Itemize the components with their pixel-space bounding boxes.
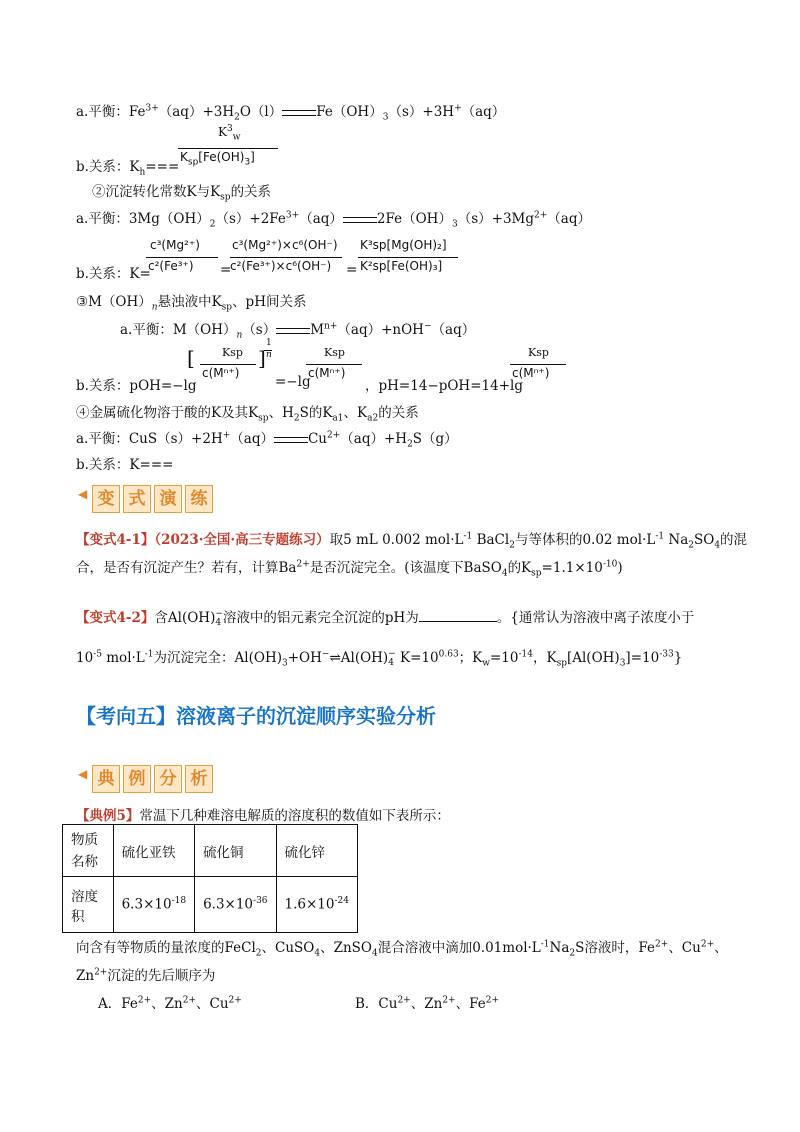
sub: 2 xyxy=(688,540,694,551)
text: ，K xyxy=(532,650,557,666)
text: 是否沉淀完全。(该温度下BaSO xyxy=(309,560,502,576)
table-header-cell: 物质名称 xyxy=(63,825,114,877)
sup: 3+ xyxy=(145,103,159,114)
sub: sp xyxy=(221,302,233,313)
option-label: A． xyxy=(98,996,122,1012)
answer-blank[interactable] xyxy=(419,607,497,622)
text: =10 xyxy=(489,650,519,666)
text: （s）+2Fe xyxy=(215,211,286,227)
text: 含Al(OH) xyxy=(154,610,216,626)
sup: -18 xyxy=(171,896,187,907)
text: S的K xyxy=(299,405,333,421)
text: 6.3×10 xyxy=(203,896,254,913)
sub: sp xyxy=(531,568,542,579)
bracket-left: [ xyxy=(187,346,195,370)
text: +OH xyxy=(287,650,322,666)
text: （aq） xyxy=(547,211,591,227)
text: 、Zn xyxy=(151,996,183,1012)
sub: 3 xyxy=(244,157,251,168)
question-tag: 【变式4-2】 xyxy=(76,610,155,626)
banner-char: 演 xyxy=(154,485,182,513)
text: ]=10 xyxy=(625,650,660,666)
question-4-1-line1 xyxy=(76,528,747,551)
banner-char: 式 xyxy=(123,485,151,513)
banner-char: 分 xyxy=(154,765,182,793)
question-tag: 【变式4-1】 xyxy=(76,532,155,548)
text: 、ZnSO xyxy=(320,940,372,956)
table-cell xyxy=(276,877,357,933)
question-4-1-line2 xyxy=(76,556,623,579)
text: 的关系 xyxy=(230,184,272,200)
text: ，pH=14−pOH=14+lg xyxy=(365,378,523,394)
exponent-num: 1 xyxy=(266,338,272,348)
text: S（g） xyxy=(412,431,458,447)
text: （s） xyxy=(242,322,277,338)
line-subheading-2 xyxy=(92,180,271,203)
text: ；K xyxy=(458,650,483,666)
text: 、Cu xyxy=(196,996,229,1012)
fraction3-denominator: K²sp[Fe(OH)₃] xyxy=(360,259,443,273)
text: BaCl xyxy=(472,532,510,548)
sup: -10 xyxy=(602,559,618,570)
sup: 2+ xyxy=(137,995,152,1006)
text: K=10 xyxy=(395,650,439,666)
text: Na xyxy=(664,532,689,548)
fraction-bar xyxy=(306,364,362,365)
text: 、K xyxy=(343,405,368,421)
text: ⇌Al(OH) xyxy=(329,650,389,666)
text: ④金属硫化物溶于酸的K及其K xyxy=(76,405,259,421)
sup: -1 xyxy=(463,531,473,542)
sub: 4 xyxy=(501,568,508,579)
text: [Fe(OH) xyxy=(198,150,245,164)
sub: 3 xyxy=(619,658,626,669)
text: 合，是否有沉淀产生？若有，计算Ba xyxy=(76,560,297,576)
option-a[interactable] xyxy=(98,992,242,1012)
table-cell xyxy=(113,877,194,933)
sub: 3 xyxy=(282,658,288,669)
text: 为沉淀完全：Al(OH) xyxy=(153,650,282,666)
table-header-cell: 硫化亚铁 xyxy=(113,825,194,877)
text: ③M（OH） xyxy=(76,294,152,310)
sup: -1 xyxy=(540,939,550,950)
line-balance-3 xyxy=(120,318,475,341)
text: 、CuSO xyxy=(261,940,315,956)
text: a.平衡：3Mg（OH） xyxy=(76,211,210,227)
sup: 2+ xyxy=(397,995,411,1006)
text: （s）+3Mg xyxy=(457,211,534,227)
section-heading: 【考向五】溶液离子的沉淀顺序实验分析 xyxy=(76,704,436,728)
fraction1-numerator: Ksp xyxy=(222,346,243,359)
text: b.关系：K xyxy=(76,159,140,175)
banner-variant-practice xyxy=(78,485,216,513)
text: （aq） xyxy=(461,104,506,120)
text: Cu xyxy=(307,431,327,447)
example-5-body-line2 xyxy=(76,964,215,984)
text: Cu xyxy=(378,996,398,1012)
sub: 4 xyxy=(215,617,222,628)
text: 的K xyxy=(507,560,532,576)
sub: 3 xyxy=(451,219,458,230)
sub: 2 xyxy=(407,439,413,450)
text: 、Cu xyxy=(668,940,701,956)
question-source: （2023·全国·高三专题练习） xyxy=(154,532,330,548)
text: 的关系 xyxy=(378,405,419,421)
text: a.平衡：CuS（s）+2H xyxy=(76,431,223,447)
text: K xyxy=(180,150,188,164)
sub: n xyxy=(236,330,243,341)
sub: w xyxy=(232,132,241,143)
banner-char: 变 xyxy=(92,485,120,513)
sup: 2+ xyxy=(700,939,715,950)
text: （aq）+H xyxy=(340,431,408,447)
line-relation-poh xyxy=(76,374,197,394)
banner-char: 析 xyxy=(185,765,213,793)
text: 、Zn xyxy=(410,996,443,1012)
fraction-bar xyxy=(358,257,458,258)
sup: 2+ xyxy=(182,995,197,1006)
line-subheading-4 xyxy=(76,401,419,424)
text: Na xyxy=(549,940,570,956)
question-4-2-line2 xyxy=(76,646,682,669)
fraction2-denominator: c(Mⁿ⁺) xyxy=(308,366,346,380)
equals: = xyxy=(346,262,358,278)
sup: -24 xyxy=(334,896,349,907)
text: ] xyxy=(250,150,255,164)
sup: 2+ xyxy=(485,995,499,1006)
equilibrium-arrow-icon xyxy=(276,326,310,336)
fraction2-numerator: Ksp xyxy=(324,346,345,359)
text: 2Fe（OH） xyxy=(376,211,452,227)
line-subheading-3 xyxy=(76,290,306,313)
sup: 2+ xyxy=(534,210,548,221)
banner-char: 练 xyxy=(185,485,213,513)
fraction3-numerator: Ksp xyxy=(528,346,549,359)
text: 、Fe xyxy=(455,996,486,1012)
exponent-den: n xyxy=(266,350,272,360)
text: 、H xyxy=(268,405,294,421)
equilibrium-arrow-icon xyxy=(343,215,377,225)
text: （s）+3H xyxy=(388,104,455,120)
sup: 2+ xyxy=(94,967,108,978)
line-relation-k-sulfide: b.关系：K=== xyxy=(76,457,174,473)
text: O（l） xyxy=(239,104,283,120)
text: 与等体积的0.02 mol·L xyxy=(514,532,656,548)
equilibrium-arrow-icon xyxy=(282,108,316,118)
text: 6.3×10 xyxy=(121,896,172,913)
fraction1-denominator: c(Mⁿ⁺) xyxy=(202,366,240,380)
text: 溶液中的铝元素完全沉淀的pH为 xyxy=(222,610,419,626)
sub: 2 xyxy=(293,413,300,424)
text: [Al(OH) xyxy=(566,650,620,666)
fraction1-denominator: c²(Fe³⁺) xyxy=(148,259,194,273)
sup: -1 xyxy=(144,649,154,660)
text: === xyxy=(145,159,180,175)
text: 的混 xyxy=(720,532,748,548)
sub: 2 xyxy=(509,540,515,551)
sub: 4 xyxy=(371,948,378,959)
line-balance-2 xyxy=(76,207,591,230)
sup: -5 xyxy=(93,649,102,660)
line-relation-k xyxy=(76,262,151,282)
sub: 4 xyxy=(714,540,721,551)
text: Zn xyxy=(76,968,95,984)
sub: 2 xyxy=(209,219,216,230)
line-relation-kh xyxy=(76,155,179,178)
sup: 2+ xyxy=(655,939,669,950)
sup: 2+ xyxy=(442,995,456,1006)
text: a.平衡：Fe xyxy=(76,104,146,120)
sub: h xyxy=(139,167,146,178)
text: 10 xyxy=(76,650,94,666)
text: 、pH间关系 xyxy=(232,294,307,310)
text: } xyxy=(673,650,683,666)
text: =1.1×10 xyxy=(541,560,603,576)
text: （aq） xyxy=(230,431,274,447)
sub: 4 xyxy=(314,948,321,959)
sup: 3+ xyxy=(285,210,300,221)
fraction3-denominator: c(Mⁿ⁺) xyxy=(512,366,550,380)
sub: sp xyxy=(258,413,269,424)
example-tag: 【典例5】 xyxy=(76,808,140,824)
text: 、 xyxy=(714,940,728,956)
question-4-2-line1 xyxy=(76,606,694,628)
speaker-icon: ◀ xyxy=(78,767,88,781)
equilibrium-arrow-icon xyxy=(274,435,308,445)
line-balance-1 xyxy=(76,100,505,123)
sup: 0.63 xyxy=(438,649,459,660)
bracket-right: ] xyxy=(258,346,266,370)
sub: 2 xyxy=(234,112,240,123)
sub: 2 xyxy=(255,948,262,959)
table-header-row xyxy=(63,825,358,877)
fraction-bar xyxy=(230,257,342,258)
example-5-body-line1 xyxy=(76,936,728,959)
fraction-bar xyxy=(146,257,218,258)
sub: a1 xyxy=(332,413,344,424)
fraction2-numerator: c³(Mg²⁺)×c⁶(OH⁻) xyxy=(232,238,338,252)
sub: sp xyxy=(556,658,567,669)
text: （aq）+3H xyxy=(158,104,235,120)
text: mol·L xyxy=(101,650,145,666)
example-5-intro xyxy=(76,804,450,824)
text: （aq） xyxy=(431,322,476,338)
text: 取5 mL 0.002 mol·L xyxy=(329,532,464,548)
sub: 4 xyxy=(388,657,394,668)
sup: − xyxy=(423,321,432,332)
text: 1.6×10 xyxy=(284,896,335,913)
sup: 2+ xyxy=(296,559,310,570)
fraction1-numerator: c³(Mg²⁺) xyxy=(150,238,200,252)
text: Fe（OH） xyxy=(316,104,383,120)
sup: -1 xyxy=(655,531,665,542)
fraction3-numerator: K³sp[Mg(OH)₂] xyxy=(360,238,447,252)
line-balance-4 xyxy=(76,427,458,450)
fraction-bar xyxy=(510,364,566,365)
text: =−lg xyxy=(275,374,311,390)
banner-example-analysis xyxy=(78,765,216,793)
text: （aq） xyxy=(299,211,343,227)
text: 悬浊液中K xyxy=(157,294,222,310)
text: b.关系：K= xyxy=(76,266,151,282)
text: ②沉淀转化常数K与K xyxy=(92,184,221,200)
text: 常温下几种难溶电解质的溶度积的数值如下表所示： xyxy=(139,808,450,824)
sup: -36 xyxy=(253,896,268,907)
text: b.关系：pOH=−lg xyxy=(76,378,197,394)
sup: 3 xyxy=(226,124,233,134)
text: 混合溶液中滴加0.01mol·L xyxy=(377,940,541,956)
sub: sp xyxy=(220,192,231,203)
text: S溶液时，Fe xyxy=(575,940,656,956)
sub: 2 xyxy=(569,948,576,959)
sup: − xyxy=(321,649,330,660)
sup: -33 xyxy=(659,649,674,660)
text: K xyxy=(218,125,227,139)
sup: 2+ xyxy=(228,995,242,1006)
banner-char: 例 xyxy=(123,765,151,793)
option-label: B． xyxy=(355,996,379,1012)
equals: = xyxy=(220,262,232,278)
text: M xyxy=(310,322,325,338)
sup: -14 xyxy=(518,649,533,660)
sup: + xyxy=(222,430,231,441)
table-cell xyxy=(195,877,276,933)
sup: n+ xyxy=(324,321,338,332)
fraction-denominator xyxy=(180,150,255,167)
text: SO xyxy=(693,532,715,548)
text: Fe xyxy=(121,996,138,1012)
sub: 3 xyxy=(382,112,389,123)
sup: + xyxy=(454,103,462,114)
fraction-numerator xyxy=(218,124,240,142)
sub: w xyxy=(482,658,490,669)
option-b[interactable] xyxy=(355,992,499,1012)
text: a.平衡：M（OH） xyxy=(120,322,237,338)
text: 。{通常认为溶液中离子浓度小于 xyxy=(496,610,695,626)
table-header-cell: 硫化铜 xyxy=(195,825,276,877)
table-header-cell: 硫化锌 xyxy=(276,825,357,877)
sub: a2 xyxy=(367,413,379,424)
fraction2-denominator: c²(Fe³⁺)×c⁶(OH⁻) xyxy=(230,259,332,273)
sub: n xyxy=(151,302,158,313)
sup: − xyxy=(388,648,396,659)
solubility-table xyxy=(62,824,358,933)
sup: 2+ xyxy=(327,430,341,441)
fraction-bar xyxy=(178,148,278,149)
table-row xyxy=(63,877,358,933)
sub: sp xyxy=(187,157,199,168)
banner-char: 典 xyxy=(92,765,120,793)
text: ) xyxy=(617,560,623,576)
text: （aq）+nOH xyxy=(337,322,424,338)
text: 向含有等物质的量浓度的FeCl xyxy=(76,940,256,956)
speaker-icon: ◀ xyxy=(78,487,88,501)
text: 沉淀的先后顺序为 xyxy=(107,968,216,984)
fraction-bar xyxy=(200,364,256,365)
table-row-label: 溶度积 xyxy=(63,877,114,933)
sup: − xyxy=(215,608,223,619)
